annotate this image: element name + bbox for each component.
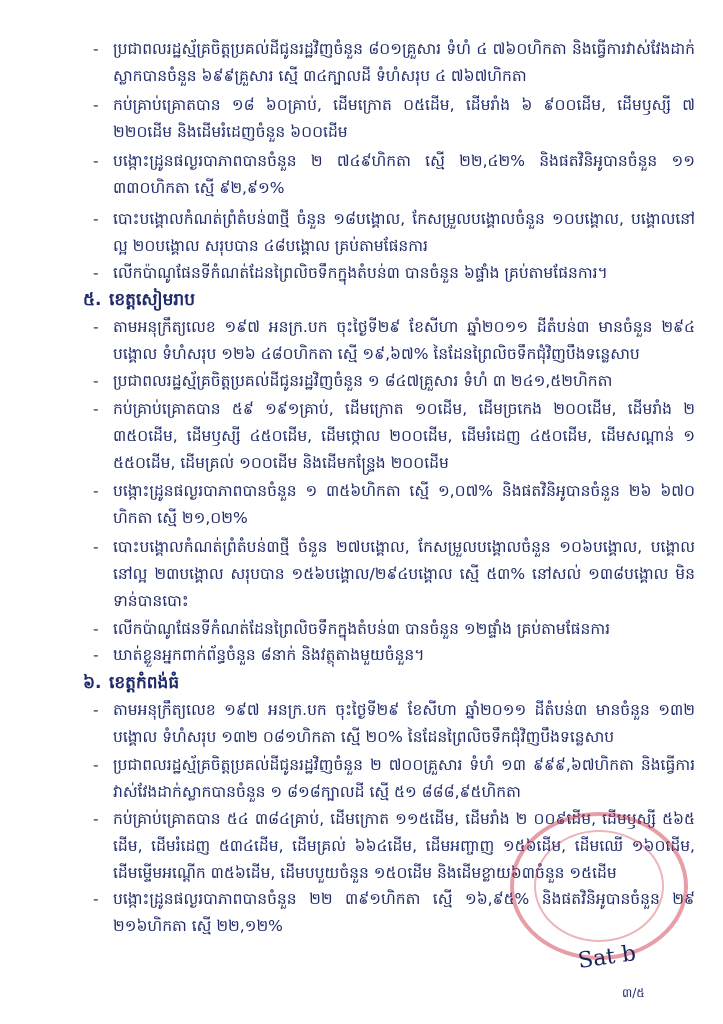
section-title: ខេត្តសៀមរាប bbox=[109, 290, 195, 310]
list-item: - ឃាត់ខ្លួនអ្នកពាក់ព័ន្ធចំនួន ៨នាក់ និងវត្ថុតាងមួយចំនួន។ bbox=[113, 642, 695, 669]
list-item: - បោះបង្គោលកំណត់ព្រំតំបន់៣ថ្មី ចំនួន ២៧បង្គោល, កែសម្រួលបង្គោលចំនួន ១០៦បង្គោល, បង្គោលនៅល្អ ២៣បង្គោល សរុបបាន ១៥៦បង្គោល/២៩៤បង្គោល ស្មើ ៥៣% នៅសល់ ១៣៨បង្គោល មិនទាន់បានបោះ bbox=[113, 534, 695, 615]
list-item: - កប់គ្រាប់គ្រោតបាន ៥៩ ១៩១គ្រាប់, ដើមក្រោត ១០ដើម, ដើមច្រកេង ២០០ដើម, ដើមរាំង ២ ៣៥០ដើម, ដើមឫស្សី ៤៥០ដើម, ដើមថ្កោល ២០០ដើម, ដើមរំដេញ ៤៥០ដើម, ដើមសណ្តាន់ ១ ៥៥០ដើម, ដើមគ្រល់ ១០០ដើម និងដើមកន្ទ្រែង ២០០ដើម bbox=[113, 396, 695, 477]
section-number: ៥. bbox=[83, 290, 102, 310]
list-item: - ប្រជាពលរដ្ឋស្ម័គ្រចិត្តប្រគល់ដីជូនរដ្ឋវិញចំនួន ៨០១គ្រួសារ ទំហំ ៤ ៧៦០ហិកតា និងធ្វើការវាស់វែងដាក់ស្លាកបានចំនួន ៦៩៩គ្រួសារ ស្មើ ៣៤ក្បាលដី ទំហំសរុប ៤ ៧៦៧ហិកតា bbox=[113, 36, 695, 90]
list-item: - កប់គ្រាប់គ្រោតបាន ៥៤ ៣៨៤គ្រាប់, ដើមក្រោត ១១៥ដើម, ដើមរាំង ២ ០០៩ដើម, ដើមឫស្សី ៥៦៥ ដើម, ដើមរំដេញ ៥៣៤ដើម, ដើមគ្រល់ ៦៦៤ដើម, ដើមអញ្ចាញ ១៥៦ដើម, ដើមឈើ ១៦០ដើម, ដើមម្ទើមអណ្តើក ៣៥៦ដើម, ដើមបបួយចំនួន ១៥០ដើម និងដើមខ្លាយ៦៣ចំនួន ១៥ដើម bbox=[113, 806, 695, 887]
section-title: ខេត្តកំពង់ធំ bbox=[109, 673, 180, 693]
page-number: ៣/៥ bbox=[622, 986, 645, 1000]
list-item: - បង្កោះដ្រូនផល្ងរបាភាពបានចំនួន ២ ៧៤៩ហិកតា ស្មើ ២២,៤២% និងផតវិនិអូបានចំនួន ១១ ៣៣០ហិកតា ស្មើ ៩២,៩១% bbox=[113, 148, 695, 202]
section-heading bbox=[83, 670, 179, 696]
list-item: - បង្កោះដ្រូនផល្ងរបាភាពបានចំនួន ២២ ៣៩១ហិកតា ស្មើ ១៦,៩៥% និងផតវិនិអូបានចំនួន ២៩ ២១៦ហិកតា ស្មើ ២២,១២% bbox=[113, 886, 695, 940]
signature: Sat b bbox=[576, 941, 638, 974]
list-item: - បោះបង្គោលកំណត់ព្រំតំបន់៣ថ្មី ចំនួន ១៨បង្គោល, កែសម្រួលបង្គោលចំនួន ១០បង្គោល, បង្គោលនៅល្អ ២០បង្គោល សរុបបាន ៤៨បង្គោល គ្រប់តាមផែនការ bbox=[113, 206, 695, 260]
list-item: - លើកប៉ាណូផែនទីកំណត់ដែនព្រៃលិចទឹកក្នុងតំបន់៣ បានចំនួន ១២ផ្ទាំង គ្រប់តាមផែនការ bbox=[113, 616, 695, 643]
list-item: - តាមអនុក្រឹត្យលេខ ១៩៧ អនក្រ.បក ចុះថ្ងៃទី២៩ ខែសីហា ឆ្នាំ២០១១ ដីតំបន់៣ មានចំនួន ១៣២ បង្គោល ទំហំសរុប ១៣២ ០៨១ហិកតា ស្មើ ២០% នៃដែនព្រៃលិចទឹកជុំវិញបឹងទន្លេសាប bbox=[113, 697, 695, 751]
list-item: - ប្រជាពលរដ្ឋស្ម័គ្រចិត្តប្រគល់ដីជូនរដ្ឋវិញចំនួន ១ ៨៤៧គ្រួសារ ទំហំ ៣ ២៤១,៥២ហិកតា bbox=[113, 368, 695, 395]
list-item: - តាមអនុក្រឹត្យលេខ ១៩៧ អនក្រ.បក ចុះថ្ងៃទី២៩ ខែសីហា ឆ្នាំ២០១១ ដីតំបន់៣ មានចំនួន ២៩៤ បង្គោល ទំហំសរុប ១២៦ ៤៨០ហិកតា ស្មើ ១៩,៦៧% នៃដែនព្រៃលិចទឹកជុំវិញបឹងទន្លេសាប bbox=[113, 314, 695, 368]
list-item: - បង្កោះដ្រូនផល្ងរបាភាពបានចំនួន ១ ៣៥៦ហិកតា ស្មើ ១,០៧% និងផតវិនិអូបានចំនួន ២៦ ៦៧០ ហិកតា ស្មើ ២១,០២% bbox=[113, 478, 695, 532]
list-item: - កប់គ្រាប់គ្រោតបាន ១៨ ៦០គ្រាប់, ដើមក្រោត ០៥ដើម, ដើមរាំង ៦ ៩០០ដើម, ដើមឫស្សី ៧ ២២០ដើម និងដើមរំដេញចំនួន ៦០០ដើម bbox=[113, 92, 695, 146]
list-item: - ប្រជាពលរដ្ឋស្ម័គ្រចិត្តប្រគល់ដីជូនរដ្ឋវិញចំនួន ២ ៧០០គ្រួសារ ទំហំ ១៣ ៩៩៩,៦៧ហិកតា និងធ្វើការវាស់វែងដាក់ស្លាកបានចំនួន ១ ៨១៨ក្បាលដី ស្មើ ៥១ ៨៨៨,៩៥ហិកតា bbox=[113, 752, 695, 806]
section-heading bbox=[83, 287, 195, 313]
section-number: ៦. bbox=[83, 673, 102, 693]
list-item: - លើកប៉ាណូផែនទីកំណត់ដែនព្រៃលិចទឹកក្នុងតំបន់៣ បានចំនួន ៦ផ្ទាំង គ្រប់តាមផែនការ។ bbox=[113, 260, 695, 287]
